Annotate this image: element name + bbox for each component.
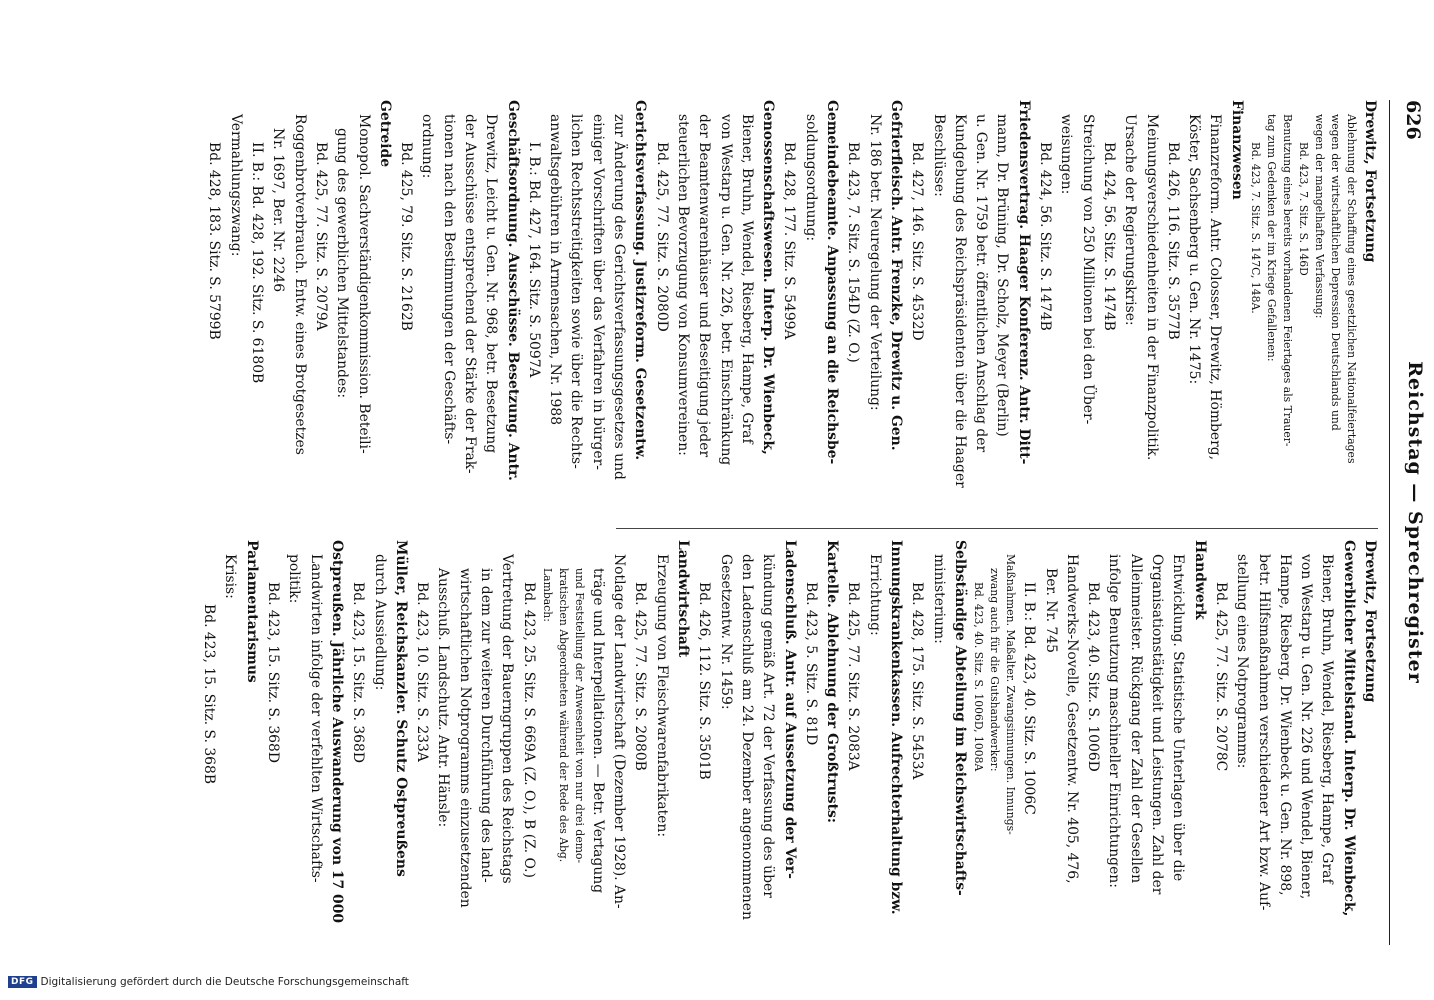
index-entry-line: Entwicklung. Statistische Unterlagen über die: [1170, 554, 1187, 882]
right-column: [198, 540, 1380, 960]
index-entry-heading: Geschäftsordnung. Ausschüsse. Besetzung. Antr.: [504, 100, 521, 481]
index-entry-line: Bd. 423, 7. Sitz. S. 147C, 148A.: [1248, 142, 1262, 314]
index-entry-heading: Drewitz, Fortsetzung: [1362, 540, 1378, 703]
index-entry-line: gung des gewerblichen Mittelstandes:: [334, 128, 351, 399]
index-entry-line: Erzeugung von Fleischwarenfabrikaten:: [653, 554, 670, 838]
index-entry-line: zwang auch für die Gutshandwerker:: [987, 568, 1001, 772]
index-entry-line: von Westarp u. Gen. Nr. 226, betr. Einschränkung: [717, 114, 734, 466]
index-entry-line: Bd. 425, 77. Sitz. S. 2080D: [653, 142, 670, 332]
index-entry-line: Bd. 427, 146. Sitz. S. 4532D: [909, 142, 926, 341]
index-entry-heading: Genossenschaftswesen. Interp. Dr. Wienbeck,: [760, 100, 777, 455]
index-entry-line: von Westarp u. Gen. Nr. 226 und Wendel, Biener,: [1298, 554, 1315, 900]
index-entry-line: anwaltsgebühren in Armensachen, Nr. 1988: [547, 114, 564, 426]
index-entry-line: tag zum Gedenken der im Kriege Gefallenen:: [1264, 114, 1278, 362]
index-entry-line: Ber. Nr. 745: [1042, 568, 1059, 653]
index-entry-line: Handwerks-Novelle, Gesetzentw. Nr. 405, 476,: [1063, 554, 1080, 884]
index-entry-line: Krisis:: [222, 554, 239, 599]
index-entry-line: Bd. 425, 77. Sitz. S. 2079A: [312, 142, 329, 331]
index-entry-heading: Innungskrankenkassen. Aufrechterhaltung bzw.: [888, 540, 905, 915]
index-entry-heading: Ostpreußen. Jährliche Auswanderung von 17 000: [328, 540, 345, 924]
index-entry-heading: Parlamentarismus: [243, 540, 260, 683]
index-entry-line: II. B.: Bd. 423, 40. Sitz. S. 1006C: [1021, 582, 1038, 815]
index-entry-line: Alleinmeister. Rückgang der Zahl der Gesellen: [1127, 554, 1144, 884]
index-entry-line: durch Aussiedlung:: [371, 554, 388, 691]
index-entry-line: wegen der mangelhaften Verfassung:: [1312, 114, 1326, 319]
index-entry-line: Bd. 425, 77. Sitz. S. 2083A: [845, 582, 862, 771]
index-entry-line: Bd. 423, 40. Sitz. S. 1006D, 1008A: [971, 582, 985, 772]
index-entry-line: Bd. 424, 56. Sitz. S. 1474B: [1100, 142, 1117, 331]
index-entry-line: I. B.: Bd. 427, 164. Sitz. S. 5097A: [525, 142, 542, 378]
index-entry-line: träge und Interpellationen. — Betr. Vertagung: [589, 568, 606, 894]
index-entry-line: Bd. 425, 79. Sitz. S. 2162B: [398, 142, 415, 331]
page-header: [1389, 100, 1426, 945]
index-entry-line: Ausschuß. Landschutz. Antr. Hänsle:: [435, 568, 452, 828]
index-entry-line: Köster, Sachsenberg u. Gen. Nr. 1475:: [1186, 114, 1203, 385]
index-entry-line: Bd. 423, 15. Sitz. S. 368D: [350, 582, 367, 763]
index-entry-heading: Landwirtschaft: [675, 540, 692, 658]
index-entry-line: kratischen Abgeordneten während der Rede des Abg.: [556, 568, 570, 863]
index-entry-line: politik:: [286, 554, 303, 604]
index-entry-line: Bd. 424, 56. Sitz. S. 1474B: [1037, 142, 1054, 331]
index-entry-line: Bd. 428, 177. Sitz. S. 5499A: [781, 142, 798, 340]
index-entry-heading: Drewitz, Fortsetzung: [1362, 100, 1378, 263]
index-entry-line: u. Gen. Nr. 1759 betr. öffentlichen Anschlag der: [973, 114, 990, 453]
index-entry-heading: Gewerblicher Mittelstand. Interp. Dr. Wienbeck,: [1340, 540, 1357, 917]
index-entry-line: II. B.: Bd. 428, 192. Sitz. S. 6180B: [249, 142, 266, 384]
index-entry-line: Bd. 423, 7. Sitz. S. 146D: [1296, 142, 1310, 276]
index-entry-heading: Handwerk: [1191, 540, 1208, 620]
index-entry-heading: Selbständige Abteilung im Reichswirtschafts-: [951, 540, 968, 896]
index-entry-line: der Ausschüsse entsprechend der Stärke der Frak-: [462, 114, 479, 474]
index-entry-line: Beschlüsse:: [930, 114, 947, 197]
index-entry-line: der Beamtenwarenhäuser und Beseitigung jeder: [696, 114, 713, 458]
left-column: [203, 100, 1380, 520]
index-entry-line: Vertretung der Bauerngruppen des Reichstags: [499, 554, 516, 884]
index-entry-line: einiger Vorschriften über das Verfahren in bürger-: [589, 114, 606, 470]
index-entry-line: Bd. 423, 5. Sitz. S. 81D: [802, 582, 819, 746]
index-entry-line: Ursache der Regierungskrise:: [1122, 114, 1139, 326]
index-entry-line: ordnung:: [419, 114, 436, 179]
index-entry-line: Bd. 423, 15. Sitz. S. 368B: [201, 604, 218, 785]
index-entry-line: wirtschaftlichen Notprogramms einzusetzenden: [456, 568, 473, 908]
index-entry-line: kündung gemäß Art. 72 der Verfassung des über: [760, 554, 777, 898]
index-entry-line: Bd. 423, 15. Sitz. S. 368D: [265, 582, 282, 763]
index-entry-line: Bd. 423, 7. Sitz. S. 154D (Z. O.): [845, 142, 862, 363]
index-entry-heading: Gefrierfleisch. Antr. Frenzke, Drewitz u. Gen.: [887, 100, 904, 451]
index-entry-line: Nr. 1697, Ber. Nr. 2246: [270, 128, 287, 293]
index-entry-heading: Kartelle. Ablehnung der Großtrusts:: [824, 540, 841, 823]
page-footer: [8, 976, 409, 988]
index-entry-line: Gesetzentw. Nr. 1459:: [717, 554, 734, 710]
index-entry-heading: Gemeindebeamte. Anpassung an die Reichsbe-: [824, 100, 841, 465]
index-entry-line: Biener, Bruhn, Wendel, Riesberg, Hampe, Graf: [1319, 554, 1336, 884]
index-entry-line: mann, Dr. Brüning, Dr. Scholz, Meyer (Berlin): [994, 114, 1011, 437]
index-entry-line: Maßnahmen. Maßalter. Zwangsinnungen. Innungs-: [1003, 554, 1017, 835]
column-divider: [616, 528, 1378, 529]
index-entry-line: Bd. 423, 10. Sitz. S. 233A: [414, 582, 431, 762]
index-entry-line: weisungen:: [1058, 114, 1075, 195]
index-entry-line: Streichung von 250 Millionen bei den Über-: [1079, 114, 1096, 425]
index-entry-line: zur Änderung des Gerichtsverfassungsgesetzes und: [611, 114, 628, 480]
index-entry-line: Lambach:: [540, 568, 554, 622]
index-entry-line: den Ladenschluß am 24. Dezember angenommenen: [738, 554, 755, 920]
index-entry-line: soldungsordnung:: [802, 114, 819, 242]
index-entry-line: Bd. 425, 77. Sitz. S. 2080B: [632, 582, 649, 771]
index-entry-line: Notlage der Landwirtschaft (Dezember 1928). An-: [611, 554, 628, 909]
index-entry-line: steuerlichen Bevorzugung von Konsumvereinen:: [674, 114, 691, 456]
index-entry-line: Bd. 428, 175. Sitz. S. 5453A: [909, 582, 926, 780]
footer-text: Digitalisierung gefördert durch die Deutsche Forschungsgemeinschaft: [40, 976, 409, 988]
index-entry-heading: Getreide: [376, 100, 393, 168]
index-entry-line: Kundgebung des Reichspräsidenten über die Haager: [951, 114, 968, 488]
index-entry-line: Bd. 425, 77. Sitz. S. 2078C: [1212, 582, 1229, 772]
index-entry-line: stellung eines Notprogramms:: [1234, 554, 1251, 769]
index-entry-line: betr. Hilfsmaßnahmen verschiedener Art bzw. Auf-: [1255, 554, 1272, 911]
index-entry-line: Bd. 428, 183. Sitz. S. 5799B: [206, 142, 223, 340]
index-entry-line: Bd. 423, 25. Sitz. S. 669A (Z. O.), B (Z. O.): [520, 582, 537, 878]
index-entry-line: Nr. 186 betr. Neuregelung der Verteilung:: [866, 114, 883, 411]
dfg-logo-icon: DFG: [8, 976, 37, 988]
index-entry-line: Errichtung:: [866, 554, 883, 636]
index-entry-heading: Finanzwesen: [1228, 100, 1245, 200]
running-head: Reichstag — Sprechregister: [1404, 361, 1426, 684]
index-entry-heading: Müller, Reichskanzler. Schutz Ostpreußens: [392, 540, 409, 877]
index-entry-line: und Feststellung der Anwesenheit von nur drei demo-: [572, 568, 586, 864]
index-entry-line: Roggenbrotverbrauch. Entw. eines Brotgesetzes: [291, 114, 308, 455]
index-entry-line: Drewitz, Leicht u. Gen. Nr. 968, betr. Besetzung: [483, 114, 500, 454]
page-number: 626: [1402, 100, 1424, 140]
index-entry-line: Bd. 426, 112. Sitz. S. 3501B: [696, 582, 713, 780]
index-entry-line: Vermahlungszwang:: [227, 114, 244, 257]
index-entry-line: Bd. 426, 116. Sitz. S. 3577B: [1164, 142, 1181, 340]
index-entry-line: ministerium:: [930, 554, 947, 644]
index-entry-line: Meinungsverschiedenheiten in der Finanzpolitik.: [1143, 114, 1160, 461]
index-entry-line: wegen der wirtschaftlichen Depression Deutschlands und: [1328, 114, 1342, 431]
index-entry-line: Monopol. Sachverständigenkommission. Beteili-: [355, 114, 372, 454]
index-entry-line: infolge Benutzung maschineller Einrichtungen:: [1106, 554, 1123, 888]
index-entry-line: Biener, Bruhn, Wendel, Riesberg, Hampe, Graf: [738, 114, 755, 444]
index-entry-line: Benutzung eines bereits vorhandenen Feiertages als Trauer-: [1280, 114, 1294, 447]
index-entry-line: Ablehnung der Schaffung eines gesetzlichen Nationalfeiertages: [1344, 114, 1358, 464]
index-entry-line: Hampe, Riesberg, Dr. Wienbeck u. Gen. Nr. 898,: [1276, 554, 1293, 896]
index-entry-line: Bd. 423, 40. Sitz. S. 1006D: [1085, 582, 1102, 772]
index-entry-line: lichen Rechtsstreitigkeiten sowie über die Rechts-: [568, 114, 585, 469]
index-entry-line: Landwirten infolge der verfehlten Wirtschafts-: [307, 554, 324, 883]
index-entry-heading: Friedensvertrag. Haager Konferenz. Antr. Ditt-: [1015, 100, 1032, 465]
index-entry-line: Organisationstätigkeit und Leistungen. Zahl der: [1149, 554, 1166, 895]
index-entry-line: Finanzreform. Antr. Colosser, Drewitz, Hömberg,: [1207, 114, 1224, 461]
index-entry-heading: Gerichtsverfassung. Justizreform. Gesetzentw.: [632, 100, 649, 461]
index-entry-line: in dem zur weiteren Durchführung des land-: [478, 568, 495, 883]
index-entry-heading: Ladenschluß. Antr. auf Aussetzung der Ver-: [781, 540, 798, 879]
index-entry-line: tionen nach den Bestimmungen der Geschäfts-: [440, 114, 457, 445]
